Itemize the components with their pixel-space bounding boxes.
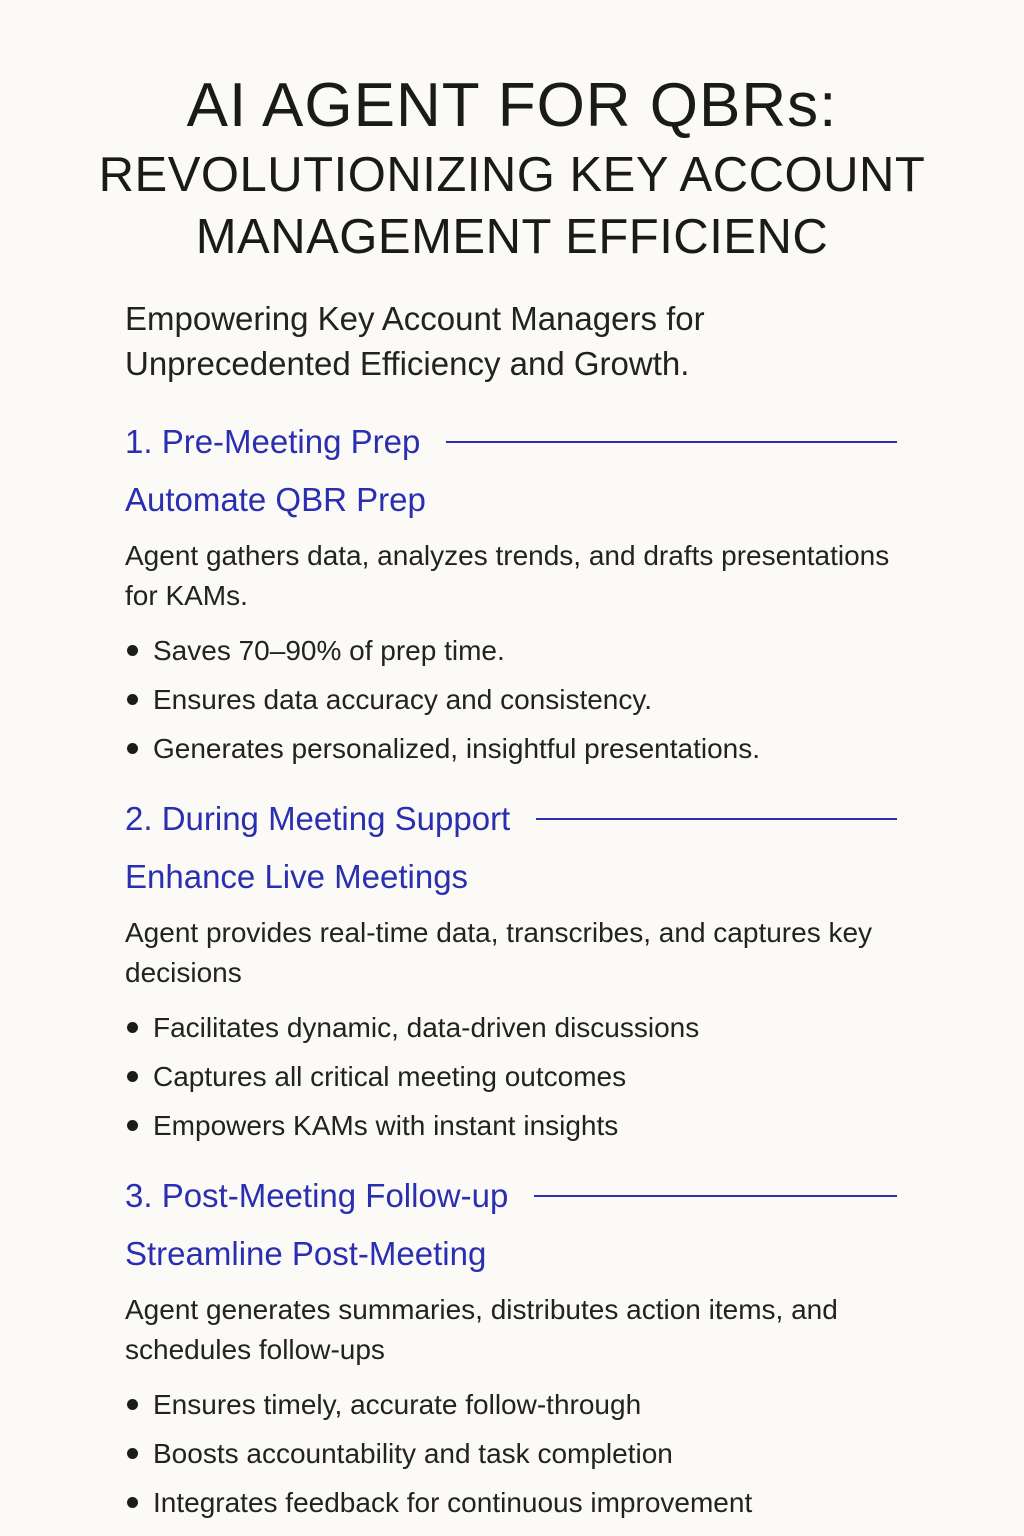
section-heading: Streamline Post-Meeting [125, 1235, 487, 1272]
list-item-text: Empowers KAMs with instant insights [153, 1110, 619, 1141]
list-item [125, 1429, 905, 1478]
bullet-icon [127, 1120, 138, 1131]
list-item-text: Boosts accountability and task completion [153, 1438, 673, 1469]
subtitle [125, 296, 885, 386]
list-item [125, 1478, 905, 1527]
list-item-text: Generates personalized, insightful presentations. [153, 733, 761, 764]
list-item [125, 724, 905, 773]
list-item [125, 675, 905, 724]
section-header-label: 2. During Meeting Support [125, 800, 511, 837]
list-item [125, 1380, 905, 1429]
bullet-list [125, 1003, 905, 1150]
section-header-label: 1. Pre-Meeting Prep [125, 423, 421, 460]
bullet-list [125, 1380, 905, 1527]
section-description: Agent provides real-time data, transcribes, and captures key decisions [125, 917, 873, 988]
section-pre-meeting [125, 420, 905, 773]
page-title [0, 68, 1024, 268]
section-post-meeting [125, 1174, 905, 1527]
list-item-text: Ensures data accuracy and consistency. [153, 684, 653, 715]
subtitle-line-2: Unprecedented Efficiency and Growth. [125, 345, 690, 382]
list-item-text: Integrates feedback for continuous improvement [153, 1487, 753, 1518]
list-item [125, 1052, 905, 1101]
section-divider [534, 1195, 897, 1197]
section-heading: Enhance Live Meetings [125, 858, 469, 895]
section-description: Agent gathers data, analyzes trends, and drafts presentations for KAMs. [125, 540, 890, 611]
section-header-label: 3. Post-Meeting Follow-up [125, 1177, 509, 1214]
bullet-icon [127, 1448, 138, 1459]
section-description: Agent generates summaries, distributes action items, and schedules follow-ups [125, 1294, 838, 1365]
bullet-icon [127, 1497, 138, 1508]
list-item [125, 626, 905, 675]
list-item-text: Facilitates dynamic, data-driven discussions [153, 1012, 700, 1043]
title-line-3: MANAGEMENT EFFICIENC [195, 210, 829, 264]
title-line-2: REVOLUTIONIZING KEY ACCOUNT [98, 148, 926, 202]
bullet-list [125, 626, 905, 773]
bullet-icon [127, 743, 138, 754]
section-heading: Automate QBR Prep [125, 481, 426, 518]
section-divider [536, 818, 897, 820]
subtitle-line-1: Empowering Key Account Managers for [125, 300, 705, 337]
bullet-icon [127, 694, 138, 705]
list-item [125, 1003, 905, 1052]
section-header [125, 420, 905, 464]
section-header [125, 797, 905, 841]
list-item-text: Saves 70–90% of prep time. [153, 635, 505, 666]
list-item-text: Ensures timely, accurate follow-through [153, 1389, 642, 1420]
bullet-icon [127, 1399, 138, 1410]
section-header [125, 1174, 905, 1218]
bullet-icon [127, 645, 138, 656]
section-during-meeting [125, 797, 905, 1150]
list-item [125, 1101, 905, 1150]
bullet-icon [127, 1022, 138, 1033]
bullet-icon [127, 1071, 138, 1082]
list-item-text: Captures all critical meeting outcomes [153, 1061, 627, 1092]
title-line-1: AI AGENT FOR QBRs: [186, 71, 838, 140]
section-divider [446, 441, 897, 443]
